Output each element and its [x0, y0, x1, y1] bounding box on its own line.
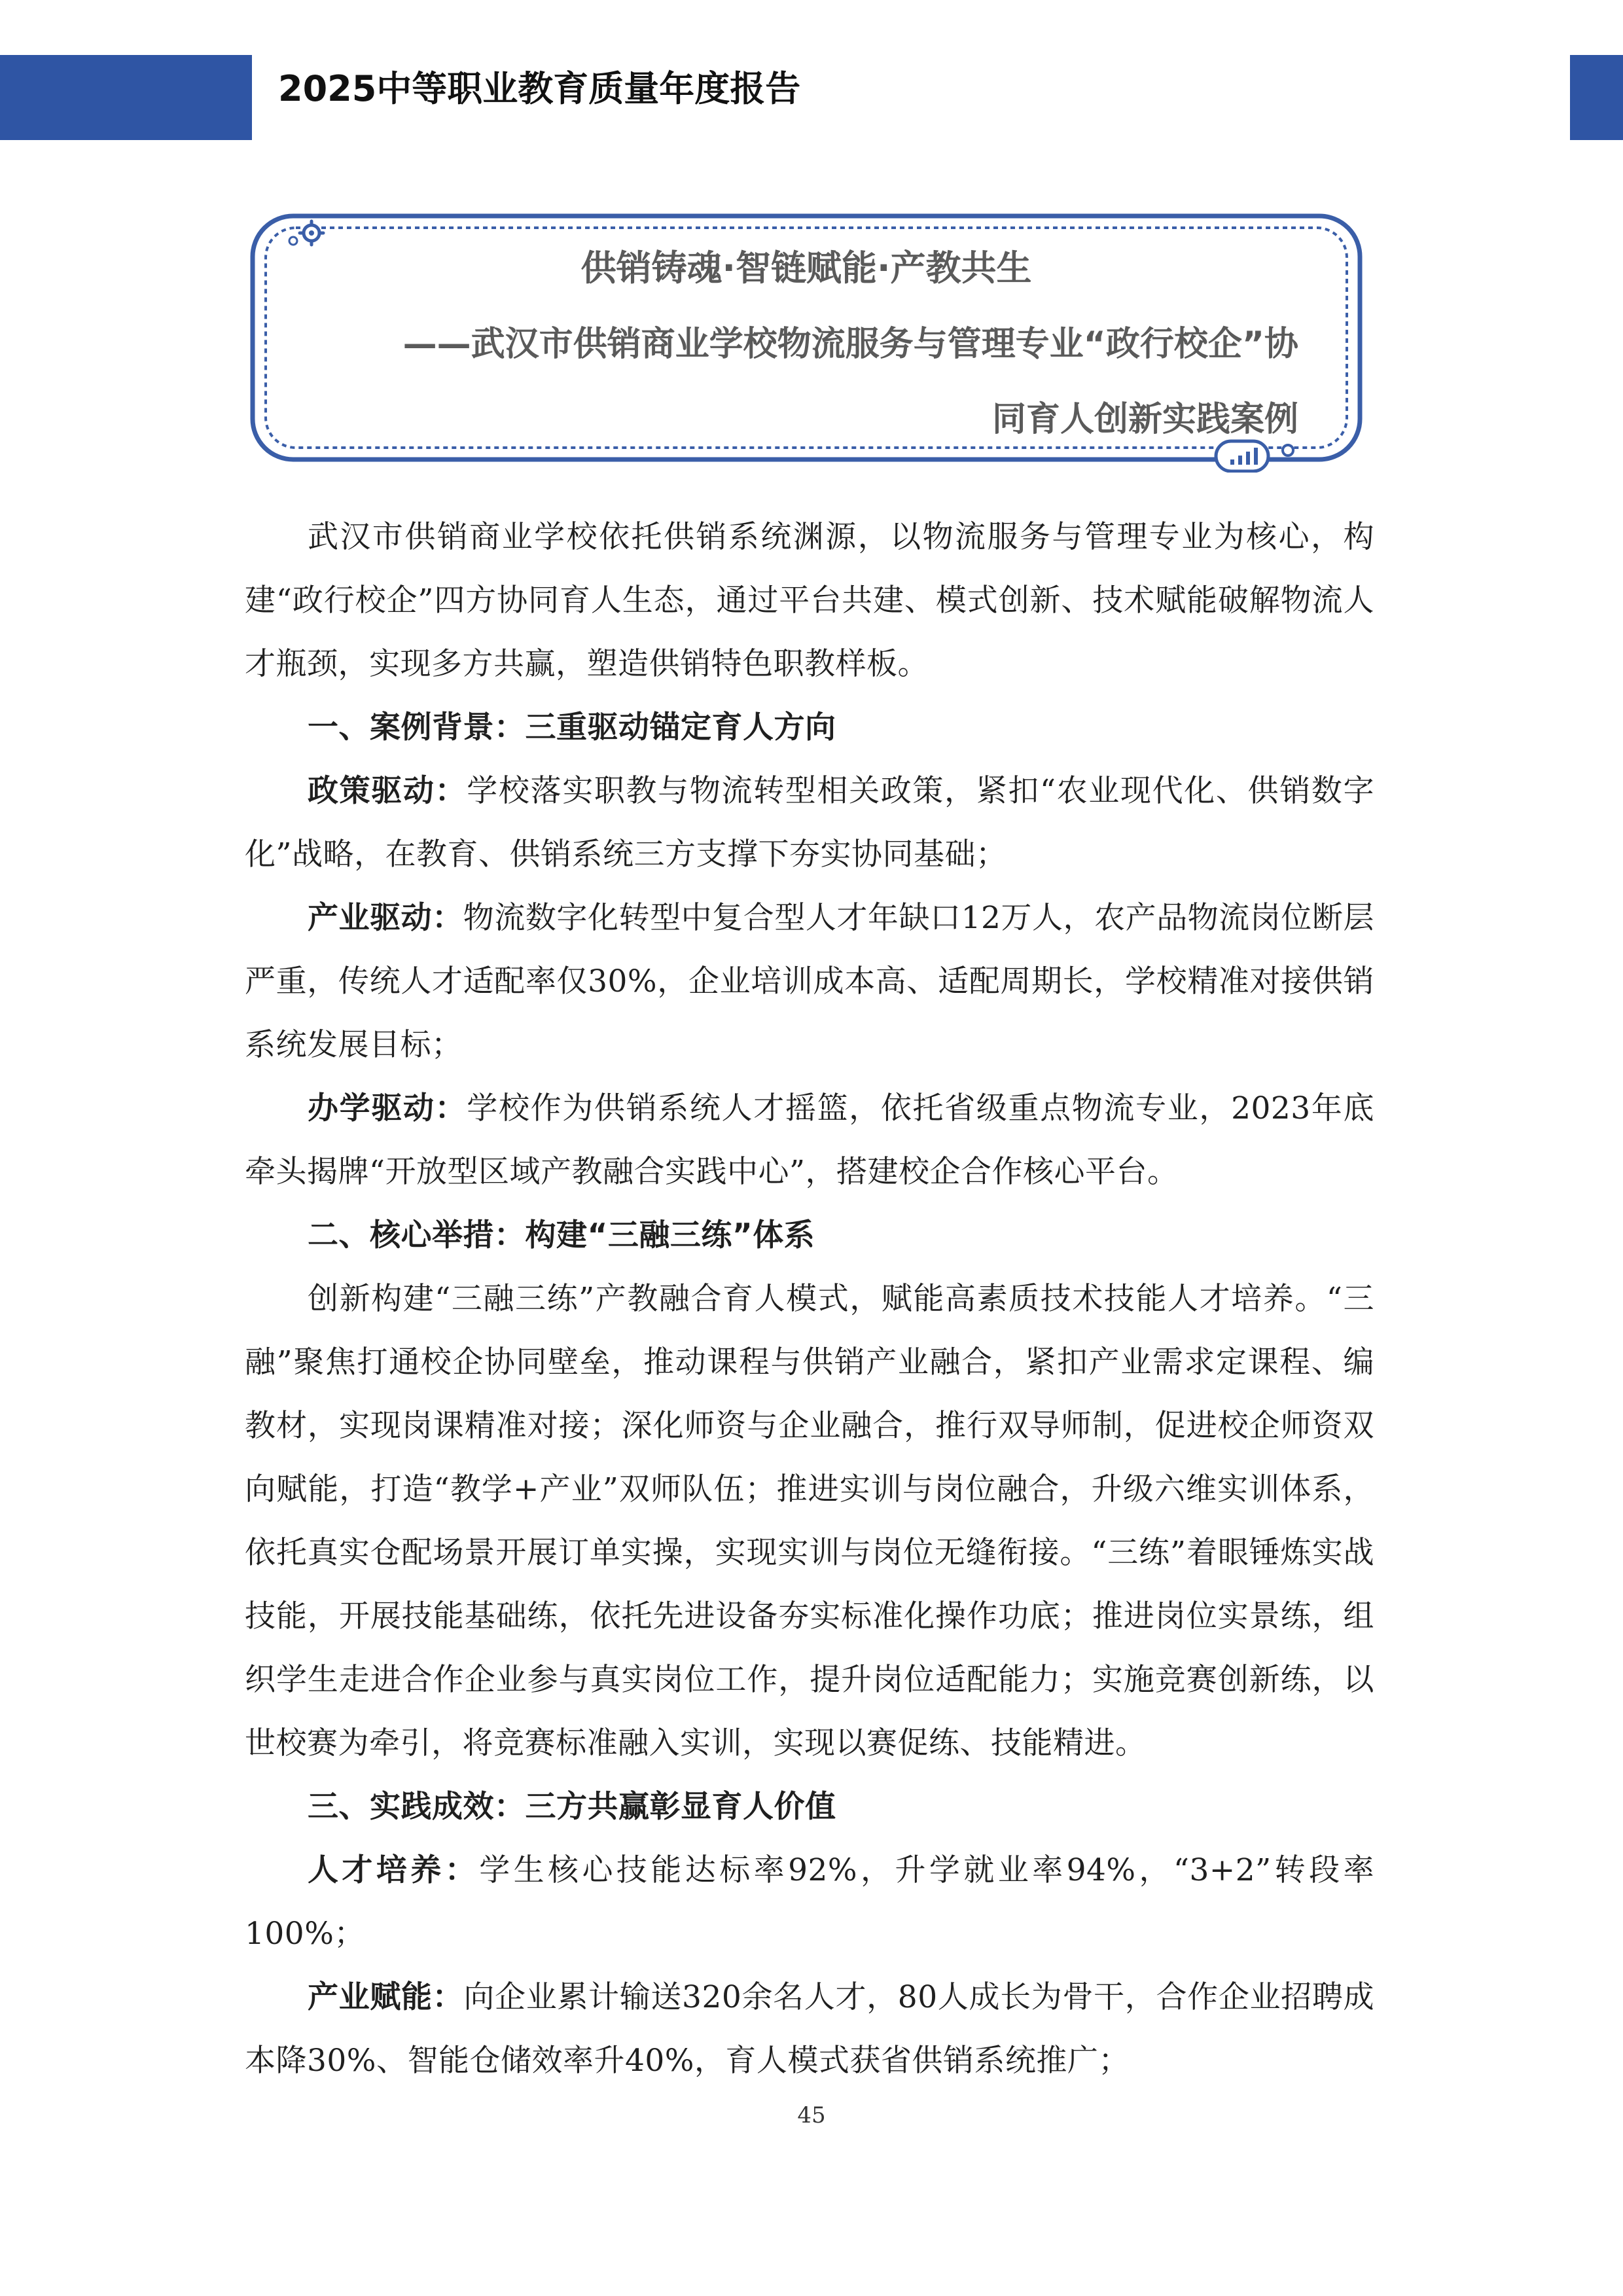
case-title-box	[249, 208, 1364, 473]
industry-driver-paragraph	[245, 886, 1374, 1077]
measures-paragraph: 创新构建“三融三练”产教融合育人模式，赋能高素质技术技能人才培养。“三融”聚焦打通校企协同壁垒，推动课程与供销产业融合，紧扣产业需求定课程、编教材，实现岗课精准对接；深化师资与企业融合，推行双导师制，促进校企师资双向赋能，打造“教学+产业”双师队伍；推进实训与岗位融合，升级六维实训体系，依托真实仓配场景开展订单实操，实现实训与岗位无缝衔接。“三练”着眼锤炼实战技能，开展技能基础练，依托先进设备夯实标准化操作功底；推进岗位实景练，组织学生走进合作企业参与真实岗位工作，提升岗位适配能力；实施竞赛创新练，以世校赛为牵引，将竞赛标准融入实训，实现以赛促练、技能精进。	[245, 1281, 1374, 1761]
industry-empower-label: 产业赋能：	[308, 1979, 464, 2015]
page-number: 45	[797, 2102, 826, 2128]
policy-driver-text: 学校落实职教与物流转型相关政策，紧扣“农业现代化、供销数字化”战略，在教育、供销系统三方支撑下夯实协同基础；	[245, 773, 1375, 872]
policy-driver-paragraph	[245, 759, 1374, 886]
industry-driver-label: 产业驱动：	[308, 900, 463, 936]
talent-paragraph	[245, 1839, 1374, 1965]
policy-driver-label: 政策驱动：	[308, 773, 467, 809]
industry-empower-paragraph	[245, 1965, 1374, 2092]
report-title: 2025中等职业教育质量年度报告	[278, 68, 801, 109]
case-subtitle-line2: 同育人创新实践案例	[991, 400, 1298, 439]
industry-empower-text: 向企业累计输送320余名人才，80人成长为骨干，合作企业招聘成本降30%、智能仓储效率升40%，育人模式获省供销系统推广；	[245, 1979, 1374, 2079]
school-driver-paragraph	[245, 1077, 1374, 1204]
industry-driver-text: 物流数字化转型中复合型人才年缺口12万人，农产品物流岗位断层严重，传统人才适配率仅30%，企业培训成本高、适配周期长，学校精准对接供销系统发展目标；	[245, 900, 1375, 1063]
report-body	[245, 505, 1374, 2092]
section-heading-measures: 二、核心举措：构建“三融三练”体系	[308, 1217, 815, 1253]
header-accent-bar-right	[1570, 55, 1623, 140]
school-driver-text: 学校作为供销系统人才摇篮，依托省级重点物流专业，2023年底牵头揭牌“开放型区域产教融合实践中心”，搭建校企合作核心平台。	[245, 1090, 1374, 1190]
section-heading-background: 一、案例背景：三重驱动锚定育人方向	[308, 709, 836, 745]
case-title: 供销铸魂·智链赋能·产教共生	[580, 247, 1032, 289]
case-subtitle-line1: ——武汉市供销商业学校物流服务与管理专业“政行校企”协	[402, 325, 1298, 364]
school-driver-label: 办学驱动：	[308, 1090, 467, 1126]
talent-label: 人才培养：	[308, 1852, 480, 1888]
intro-paragraph: 武汉市供销商业学校依托供销系统渊源，以物流服务与管理专业为核心，构建“政行校企”四方协同育人生态，通过平台共建、模式创新、技术赋能破解物流人才瓶颈，实现多方共赢，塑造供销特色职教样板。	[245, 519, 1374, 682]
header-accent-bar-left	[0, 55, 252, 140]
gear-icon	[289, 221, 323, 245]
section-heading-results: 三、实践成效：三方共赢彰显育人价值	[308, 1789, 836, 1825]
talent-text: 学生核心技能达标率92%，升学就业率94%，“3+2”转段率100%；	[245, 1852, 1375, 1952]
